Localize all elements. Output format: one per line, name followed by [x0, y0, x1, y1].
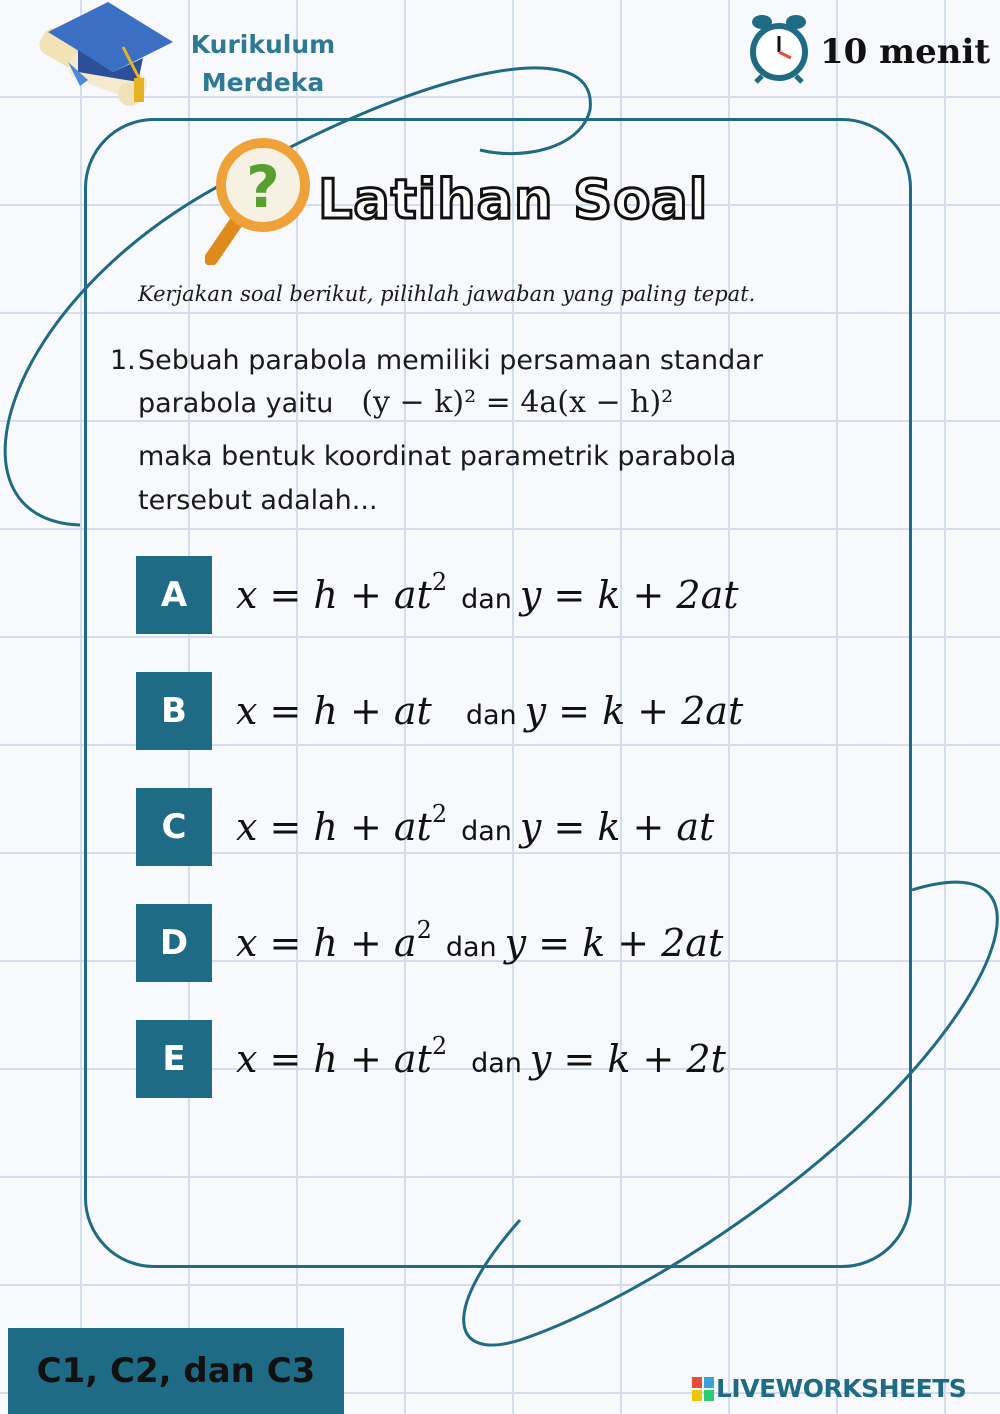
- alarm-clock-icon: [748, 12, 810, 84]
- option-answer: [236, 556, 739, 634]
- conjunction: dan: [461, 816, 512, 847]
- conjunction: dan: [461, 584, 512, 615]
- brand-line-1: Kurikulum: [190, 30, 336, 59]
- parabola-equation: (y − k)² = 4a(x − h)²: [361, 385, 674, 420]
- x-exponent: 2: [416, 916, 432, 944]
- question-line-2: [138, 380, 673, 427]
- brand-line-2: Merdeka: [201, 68, 325, 97]
- question-magnifier-icon: [205, 135, 320, 265]
- liveworksheets-logo-icon: [692, 1377, 714, 1401]
- conjunction: dan: [465, 700, 517, 731]
- y-equation: y = k + 2at: [524, 689, 744, 733]
- option-d[interactable]: [136, 904, 836, 982]
- x-equation: x = h + at: [236, 805, 432, 849]
- option-answer: [236, 788, 714, 866]
- y-equation: y = k + at: [519, 805, 715, 849]
- option-answer: [236, 672, 743, 750]
- conjunction: dan: [445, 932, 497, 963]
- conjunction: dan: [471, 1048, 522, 1079]
- timer-label: 10 menit: [820, 32, 991, 72]
- option-e[interactable]: [136, 1020, 836, 1098]
- question-line-1: Sebuah parabola memiliki persamaan standar: [138, 345, 763, 376]
- page-title: Latihan Soal: [318, 168, 709, 231]
- option-b[interactable]: [136, 672, 836, 750]
- x-exponent: 2: [431, 800, 448, 828]
- option-answer: [236, 1020, 726, 1098]
- x-equation: x = h + at: [236, 573, 432, 617]
- option-a[interactable]: [136, 556, 836, 634]
- watermark-text: LIVEWORKSHEETS: [716, 1374, 967, 1403]
- brand-name: [178, 26, 348, 102]
- x-equation: x = h + at: [236, 689, 432, 733]
- option-answer: [236, 904, 723, 982]
- x-equation: x = h + a: [236, 921, 417, 965]
- option-c[interactable]: [136, 788, 836, 866]
- y-equation: y = k + 2at: [504, 921, 724, 965]
- y-equation: y = k + 2t: [529, 1037, 726, 1081]
- option-letter[interactable]: B: [136, 672, 212, 750]
- svg-text:?: ?: [246, 153, 280, 221]
- y-equation: y = k + 2at: [519, 573, 739, 617]
- question-line-4: tersebut adalah...: [138, 485, 378, 516]
- instruction-text: Kerjakan soal berikut, pilihlah jawaban yang paling tepat.: [138, 282, 756, 306]
- question-line-3: maka bentuk koordinat parametrik parabola: [138, 441, 737, 472]
- question-line-2-text: parabola yaitu: [138, 388, 334, 419]
- option-letter[interactable]: D: [136, 904, 212, 982]
- option-letter[interactable]: C: [136, 788, 212, 866]
- cognitive-level-badge: C1, C2, dan C3: [8, 1328, 344, 1414]
- option-letter[interactable]: E: [136, 1020, 212, 1098]
- graduation-cap-icon: [28, 2, 178, 112]
- question-number: 1.: [110, 345, 136, 376]
- option-letter[interactable]: A: [136, 556, 212, 634]
- x-equation: x = h + at: [236, 1037, 432, 1081]
- x-exponent: 2: [431, 1032, 448, 1060]
- timer: [748, 12, 991, 84]
- x-exponent: 2: [431, 568, 448, 596]
